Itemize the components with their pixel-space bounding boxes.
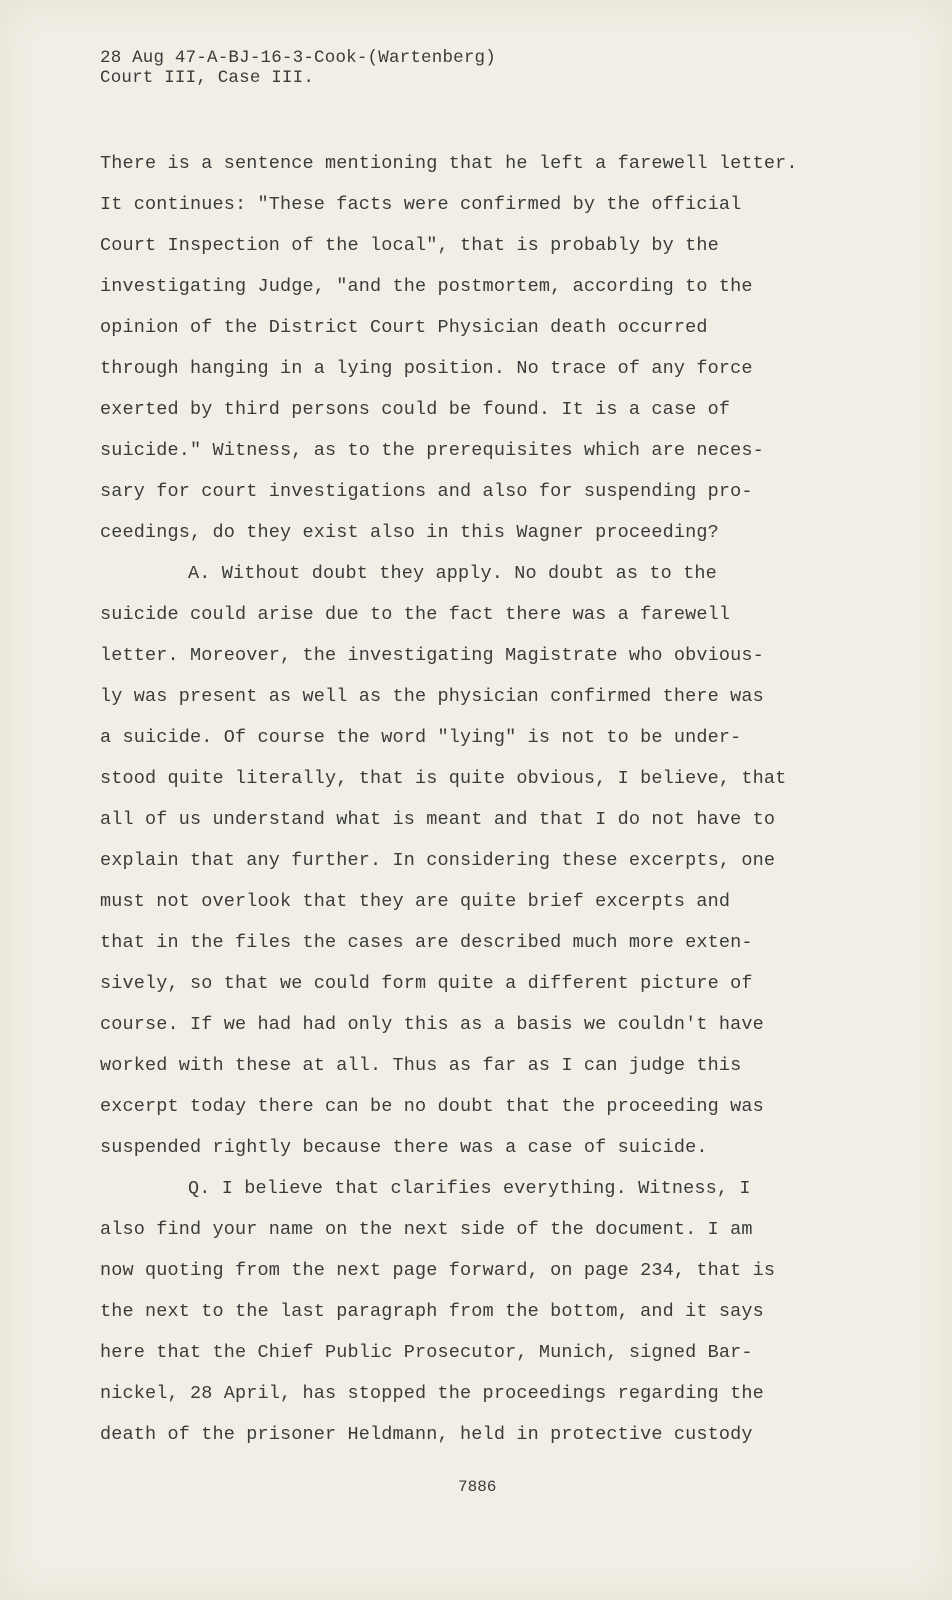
text-line: letter. Moreover, the investigating Magistrate who obvious- [100, 645, 764, 666]
text-line: excerpt today there can be no doubt that the proceeding was [100, 1096, 764, 1117]
text-line: It continues: "These facts were confirmed by the official [100, 194, 742, 215]
text-line: suspended rightly because there was a case of suicide. [100, 1137, 708, 1158]
text-line: all of us understand what is meant and that I do not have to [100, 809, 776, 830]
text-line: suicide." Witness, as to the prerequisites which are neces- [100, 440, 764, 461]
text-line: There is a sentence mentioning that he left a farewell letter. [100, 153, 798, 174]
header-reference-line: 28 Aug 47-A-BJ-16-3-Cook-(Wartenberg) [100, 48, 496, 68]
text-line: Court Inspection of the local", that is probably by the [100, 235, 719, 256]
text-line: must not overlook that they are quite brief excerpts and [100, 891, 731, 912]
text-line: a suicide. Of course the word "lying" is not to be under- [100, 727, 742, 748]
text-line: the next to the last paragraph from the bottom, and it says [100, 1301, 764, 1322]
text-line: ly was present as well as the physician confirmed there was [100, 686, 764, 707]
page-number: 7886 [458, 1478, 497, 1496]
text-line: ceedings, do they exist also in this Wagner proceeding? [100, 522, 719, 543]
text-line: explain that any further. In considering these excerpts, one [100, 850, 776, 871]
document-header [100, 48, 496, 88]
text-line: suicide could arise due to the fact there was a farewell [100, 604, 731, 625]
text-line: Q. I believe that clarifies everything. Witness, I [188, 1178, 751, 1199]
text-line: now quoting from the next page forward, on page 234, that is [100, 1260, 776, 1281]
text-line: nickel, 28 April, has stopped the proceedings regarding the [100, 1383, 764, 1404]
text-line: sively, so that we could form quite a different picture of [100, 973, 753, 994]
text-line: opinion of the District Court Physician death occurred [100, 317, 708, 338]
text-line: that in the files the cases are described much more exten- [100, 932, 753, 953]
text-line: worked with these at all. Thus as far as I can judge this [100, 1055, 742, 1076]
text-line: exerted by third persons could be found. It is a case of [100, 399, 731, 420]
text-line: investigating Judge, "and the postmortem, according to the [100, 276, 753, 297]
text-line: through hanging in a lying position. No trace of any force [100, 358, 753, 379]
text-line: stood quite literally, that is quite obvious, I believe, that [100, 768, 787, 789]
text-line: here that the Chief Public Prosecutor, Munich, signed Bar- [100, 1342, 753, 1363]
text-line: A. Without doubt they apply. No doubt as to the [188, 563, 717, 584]
text-line: sary for court investigations and also for suspending pro- [100, 481, 753, 502]
text-line: also find your name on the next side of the document. I am [100, 1219, 753, 1240]
header-court-line: Court III, Case III. [100, 68, 315, 88]
text-line: death of the prisoner Heldmann, held in protective custody [100, 1424, 753, 1445]
text-line: course. If we had had only this as a basis we couldn't have [100, 1014, 764, 1035]
